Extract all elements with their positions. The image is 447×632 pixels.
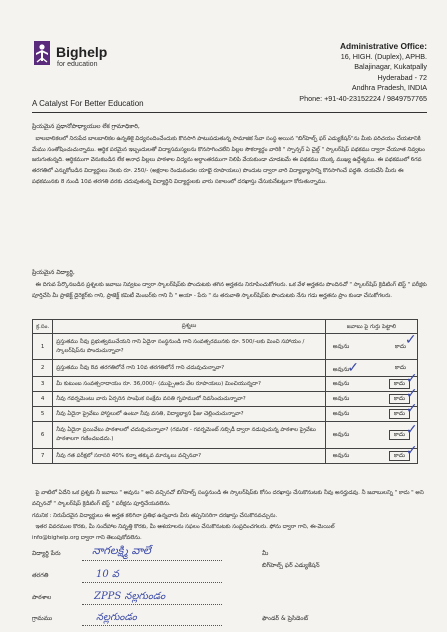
- office-line: Balajinagar, Kukatpally: [354, 62, 427, 71]
- check-mark-icon: ✓: [404, 331, 417, 348]
- column-header-answer: జవాబు పై గుర్తు పెట్టాలి: [325, 320, 417, 334]
- school-value[interactable]: ZPPS నల్లగుండం: [94, 591, 166, 602]
- column-header-number: క్ర.సం.: [33, 320, 53, 334]
- check-mark-icon: ✓: [405, 443, 418, 459]
- check-mark-icon: ✓: [405, 386, 418, 402]
- brand-subtitle: for education: [57, 61, 98, 68]
- yes-option[interactable]: అవును: [332, 381, 350, 387]
- no-option[interactable]: కాదు ✓: [394, 331, 417, 350]
- contact-paragraph: ఇతర వివరముల కొరకు, మీ సందేహాల నివృత్తి కొరకు, మీ ఆశయాలను సఫలం చేసుకొనుటకు సంప్రదించగలరు. ఫోను ద్వారా గాని, ఈ-మెయిల్: [32, 524, 335, 530]
- table-row: [33, 449, 418, 464]
- closing-word: మీ: [262, 550, 269, 557]
- class-value[interactable]: 10 వ: [96, 569, 120, 580]
- no-option[interactable]: కాదు ✓: [389, 451, 410, 461]
- check-mark-icon: ✓: [405, 401, 418, 417]
- eligibility-table: [32, 319, 418, 464]
- table-row: [33, 377, 418, 392]
- table-row: [33, 334, 418, 360]
- no-option[interactable]: కాదు ✓: [389, 409, 410, 419]
- question-number: 7: [33, 449, 53, 464]
- question-text: నీవు గవర్నమెంటు వారు ఏర్పరిన సాంఘిక సంక్షేమ వసతి గృహములో నివసించుచున్నావా?: [53, 392, 326, 407]
- question-text: నీవు ఏదైనా ప్రైవేటు హాస్టలులో ఉంటూ నీవు వసతి, విద్యాభ్యాస ఫీజు చెల్లించుచున్నావా?: [53, 407, 326, 422]
- office-line: Hyderabad - 72: [377, 72, 427, 82]
- question-text: మీ కుటుంబ సంవత్సరాదాయం రూ. 36,000/- (ముప్పైఆరు వేల రూపాయలు) మించియున్నదా?: [53, 377, 326, 392]
- student-name-label: విద్యార్థి పేరు: [32, 550, 61, 557]
- village-value[interactable]: నల్లగుండం: [96, 612, 137, 623]
- check-mark-icon: ✓: [347, 360, 360, 376]
- note-paragraph: గమనిక : నిరుపేదవైన విద్యార్థులు ఈ అర్హత కలిగినా ప్రతిభ ఉన్నవారు వీరు తప్పనిసరిగా దరఖాస్తు చేసుకొనవచ్చును.: [32, 513, 278, 519]
- office-address: [299, 41, 427, 104]
- no-option[interactable]: కాదు: [394, 365, 406, 371]
- table-row: [33, 392, 418, 407]
- yes-option[interactable]: అవును: [332, 453, 350, 459]
- student-name-value[interactable]: నాగలక్ష్మి వాలే: [92, 544, 151, 557]
- village-line: [82, 625, 222, 626]
- village-label: గ్రామము: [32, 615, 53, 622]
- school-label: పాఠశాల: [32, 594, 52, 601]
- yes-option[interactable]: అవును✓: [332, 360, 360, 376]
- intro-paragraph: బాలబాలికలలో నిరుపేద బాలబాలికల ఉన్నతికై విద్యనందించేందుకు కొనసాగి పాటుపడుతున్న సామాజిక సేవా సంస్థ అయిన "బిగ్‌హెల్ప్ ఫర్ ఎడ్యుకేషన్"ను మీకు పరిచయం చేయటానికి మేము సంతోషించుచున్నాము. ఆర్థిక పరమైన ఇబ్బందులతో విద్యాసమస్యలను కొనసాగించలేని పిల్లల సౌకర్యార్థం వారికి " స్పాన్సర్ ఏ చైల్డ్ " స్కాలర్‌షిప్ పథకము ద్వారా చేయూత నివ్వటం జరుగుతున్నది. ఆర్థికముగా వెనుకబడిన లేక అనాధ పిల్లలు పాఠశాల విద్యను అర్ధాంతరముగా నిలిపి వేయకుండా చూడటమే ఈ పథకము యొక్క ముఖ్య ఉద్దేశ్యము. ఈ పథకములో 6గవ తరగతిలో ఎన్నుకోబడిన విద్యార్థులు నెలకు రూ. 250/- (అక్షరాల రెండువందల యాభై రూపాయలు) పొందుట ద్వారా వారి విద్యాభ్యాసాన్ని కొనసాగించే పద్ధతి. దయచేసి మీరు ఈ పథకమునకు 8 నుండి 10వ తరగతి వరకు చదువుతున్న విద్యార్థిని విద్యార్థులకు వారు సకాలంలో దరఖాస్తు చేసుకునేటట్లుగా కోరుతున్నాము.: [32, 136, 427, 185]
- yes-option[interactable]: అవును: [332, 432, 350, 438]
- office-title: Administrative Office:: [339, 41, 427, 51]
- column-header-questions: ప్రశ్నలు: [53, 320, 326, 334]
- table-header-row: [33, 320, 418, 334]
- tagline: A Catalyst For Better Education: [32, 99, 144, 108]
- question-text: ప్రస్తుతము నీవు ప్రభుత్వముచేయని గాని ఏదైనా సంస్థనుండి గాని సంవత్సరమునకు రూ. 500/-లకు మించి సహాయం / స్కాలర్‌షిప్‌ను పొందుచున్నావా?: [53, 334, 326, 360]
- question-text: ప్రస్తుతము నీవు 8వ తరగతిలోనే గాని 10వ తరగతిలోనే గాని చదువుచున్నావా?: [53, 360, 326, 377]
- question-number: 3: [33, 377, 53, 392]
- bighelp-logo-icon: [32, 41, 52, 65]
- check-mark-icon: ✓: [405, 422, 418, 438]
- yes-option[interactable]: అవును: [332, 396, 350, 402]
- question-text: నీవు ఏదైనా ప్రయివేటు పాఠశాలలో చదువుచున్నావా? (గమనిక - గవర్నమెంట్ సబ్సిడీ ద్వారా నడుపుచున్న పాఠశాల ప్రైవేటు పాఠశాలగా గణించబడదు.): [53, 422, 326, 449]
- instructions-paragraph: ఈ దిగువ పేర్కొనబడిన ప్రశ్నలకు జవాబు నివ్వటం ద్వారా స్కాలర్‌షిప్‌కు పొందుటకు తగిన అర్హతను నిరూపించుకోగలరు. ఒక వేళ అర్హతను పొందినచో " స్కాలర్‌షిప్ క్రెడిటింగ్ టెస్ట్ " పరీక్షకు పూర్తిచేసి మీ ప్రాజెక్ట్ డైరెక్టర్‌కు గాని, ప్రాజెక్ట్ కమిటీ మెంబర్‌కు గాని నీ " అయా - పేరు " ను తరువాతి స్కాలర్‌షిప్‌కు పొందుటకు నేను గడు అర్హతను ప్రాం కుండా చేసుకోగలరు.: [32, 282, 429, 299]
- result-paragraph: పై వాటిలో ఏదేని ఒక ప్రశ్నకు నీ జవాబు " అవును " అని వచ్చినచో బిగ్‌హెల్ప్ సంస్థనుండి ఈ స్కాలర్‌షిప్‌కు కోసం దరఖాస్తు చేసుకొనుటకు నీవు అనర్హుడవు. నీ జవాబులన్ని " కాదు " అని వచ్చినచో " స్కాలర్‌షిప్ క్రెడిటింగ్ టెస్ట్ " పరీక్షను పూర్తిచేయవలెను.: [32, 490, 426, 507]
- office-phone: Phone: +91-40-23152224 / 9849757765: [299, 93, 427, 103]
- office-line: 16, HIGH. (Duplex), APHB.: [340, 51, 427, 61]
- school-line: [82, 604, 222, 605]
- email-line: info@bighelp.org ద్వారా గాని తెలుపుకోవలెను.: [32, 535, 142, 541]
- greeting: ప్రియమైన ప్రధానోపాధ్యాయుల లేక గ్రామాధికారి,: [32, 123, 140, 130]
- question-number: 6: [33, 422, 53, 449]
- check-mark-icon: ✓: [405, 371, 418, 387]
- no-option[interactable]: కాదు ✓: [389, 379, 410, 389]
- yes-option[interactable]: అవును: [332, 343, 350, 350]
- table-row: [33, 407, 418, 422]
- class-label: తరగతి: [32, 572, 49, 579]
- question-number: 4: [33, 392, 53, 407]
- class-line: [82, 582, 222, 583]
- yes-option[interactable]: అవును: [332, 411, 350, 417]
- signatory-title: ఫౌండర్ & ప్రెసిడెంట్: [262, 615, 309, 622]
- question-number: 5: [33, 407, 53, 422]
- question-number: 2: [33, 360, 53, 377]
- office-line: Andhra Pradesh, INDIA: [351, 83, 427, 92]
- header-divider: [32, 112, 427, 113]
- question-number: 1: [33, 334, 53, 360]
- table-row: [33, 422, 418, 449]
- student-name-line: [82, 560, 222, 561]
- brand-name: Bighelp: [56, 44, 108, 60]
- organization-name: బిగ్‌హెల్ప్ ఫర్ ఎడ్యుకేషన్: [262, 562, 320, 569]
- no-option[interactable]: కాదు ✓: [389, 430, 410, 440]
- question-text: నీవు గత పరీక్షలో సరాసరి 40% కన్నా తక్కువ మార్కులు వచ్చినవా?: [53, 449, 326, 464]
- table-row: [33, 360, 418, 377]
- no-option[interactable]: కాదు ✓: [389, 394, 410, 404]
- student-greeting: ప్రియమైన విద్యార్థి,: [32, 269, 75, 276]
